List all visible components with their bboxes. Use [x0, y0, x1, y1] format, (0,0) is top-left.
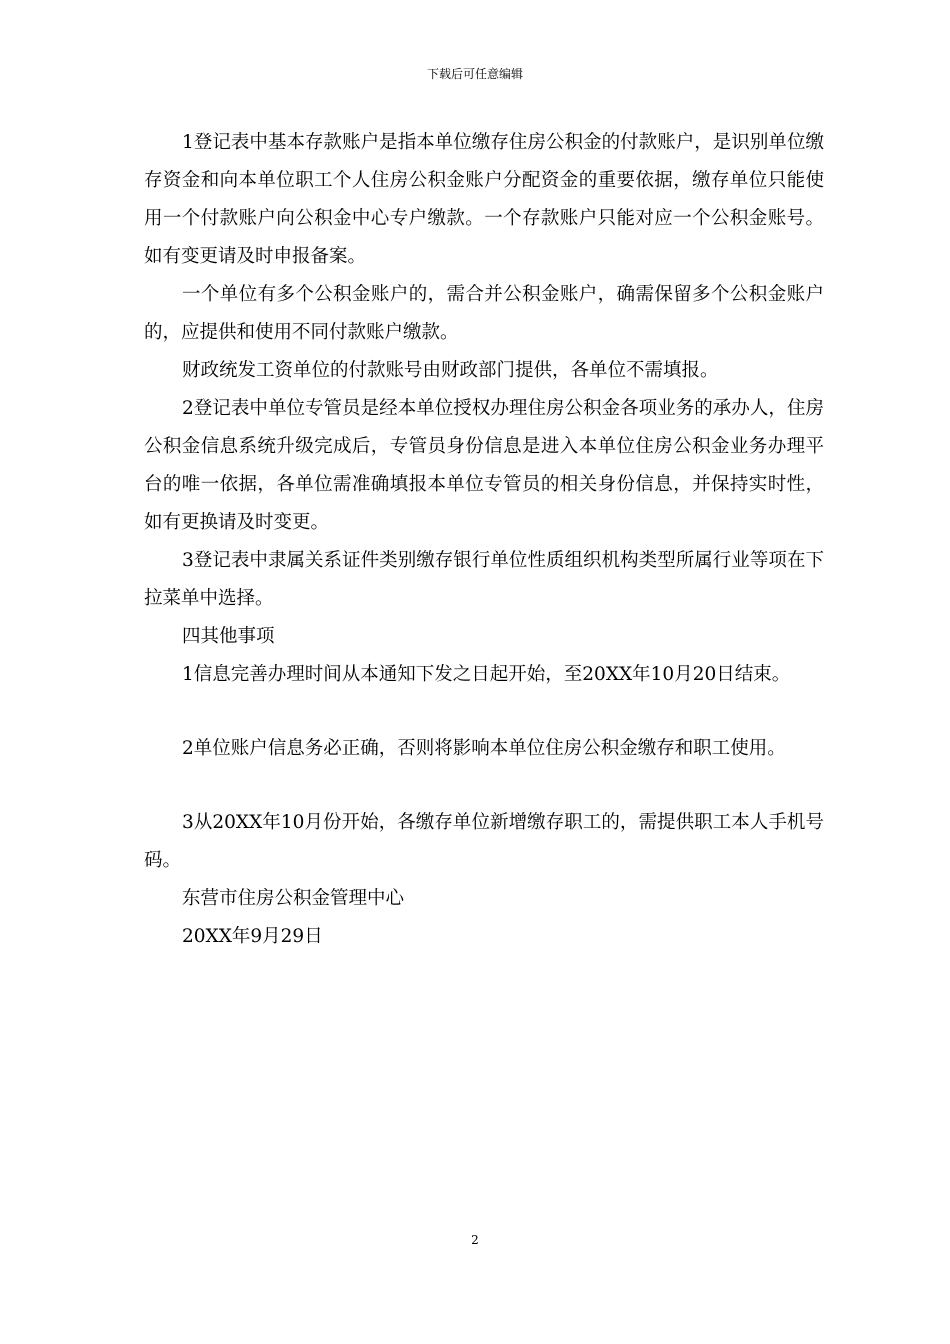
page-header: 下载后可任意编辑 — [426, 67, 523, 81]
signature-organization: 东营市住房公积金管理中心 — [182, 888, 405, 909]
paragraph-deadline: 1信息完善办理时间从本通知下发之日起开始，至20XX年10月20日结束。 — [182, 664, 791, 685]
signature-date: 20XX年9月29日 — [182, 926, 323, 947]
document-body — [144, 124, 824, 956]
paragraph-deposit-account: 1登记表中基本存款账户是指本单位缴存住房公积金的付款账户，是识别单位缴存资金和向本单位职工个人住房公积金账户分配资金的重要依据，缴存单位只能使用一个付款账户向公积金中心专户缴款。一个存款账户只能对应一个公积金账号。如有变更请及时申报备案。 — [144, 132, 824, 267]
page-number: 2 — [471, 1233, 479, 1247]
paragraph-multiple-accounts: 一个单位有多个公积金账户的，需合并公积金账户，确需保留多个公积金账户的，应提供和使用不同付款账户缴款。 — [144, 284, 824, 343]
section-heading-other-matters: 四其他事项 — [182, 626, 275, 647]
paragraph-finance-payroll: 财政统发工资单位的付款账号由财政部门提供，各单位不需填报。 — [182, 360, 719, 381]
paragraph-phone-number: 3从20XX年10月份开始，各缴存单位新增缴存职工的，需提供职工本人手机号码。 — [144, 812, 824, 871]
paragraph-accuracy: 2单位账户信息务必正确，否则将影响本单位住房公积金缴存和职工使用。 — [182, 738, 786, 759]
paragraph-account-manager: 2登记表中单位专管员是经本单位授权办理住房公积金各项业务的承办人，住房公积金信息系统升级完成后，专管员身份信息是进入本单位住房公积金业务办理平台的唯一依据，各单位需准确填报本单位专管员的相关身份信息，并保持实时性，如有更换请及时变更。 — [144, 398, 824, 533]
paragraph-dropdown-fields: 3登记表中隶属关系证件类别缴存银行单位性质组织机构类型所属行业等项在下拉菜单中选择。 — [144, 550, 824, 609]
